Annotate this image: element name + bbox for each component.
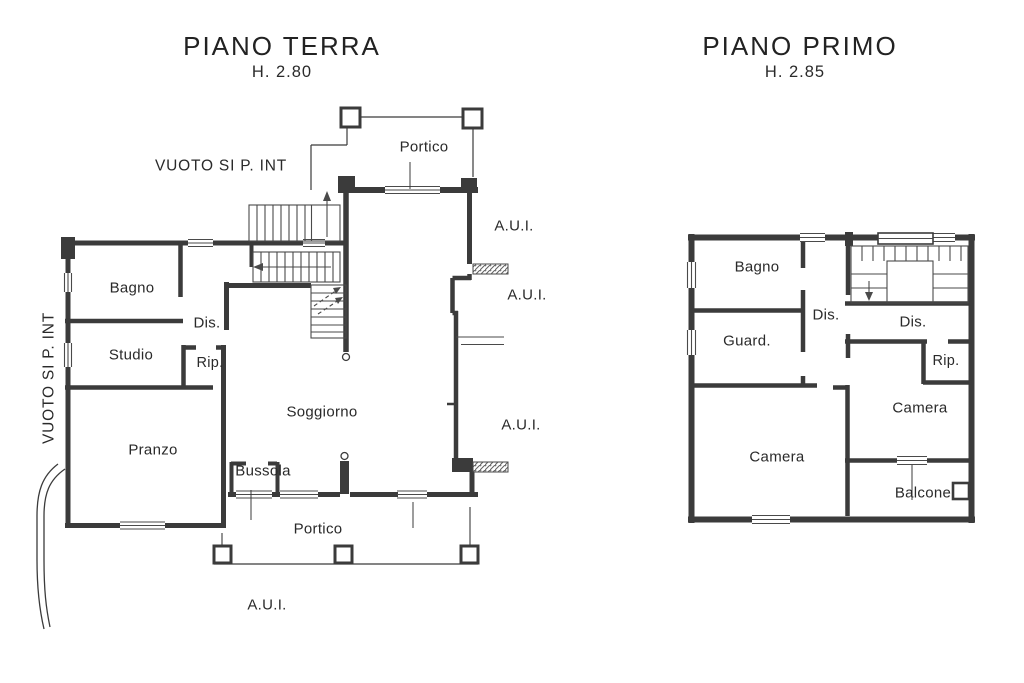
first-floor-title: PIANO PRIMO (702, 31, 898, 61)
ground-floor-aui-openings (456, 264, 508, 472)
room-label-soggiorno: Soggiorno (286, 403, 358, 421)
ground-floor-title: PIANO TERRA (183, 31, 381, 61)
ground-floor-portico-top (311, 108, 482, 190)
room-label-camera-right: Camera (892, 399, 948, 417)
room-label-balcone: Balcone (894, 484, 952, 502)
ground-floor-height-label: H. 2.80 (251, 62, 313, 81)
room-label-bagno-ff: Bagno (734, 258, 780, 276)
room-label-dis-right: Dis. (899, 313, 927, 331)
ground-floor-stairs (249, 191, 346, 338)
void-note-side: VUOTO SI P. INT (40, 311, 58, 445)
room-label-portico-bottom: Portico (293, 520, 343, 538)
room-label-rip-ff: Rip. (932, 352, 960, 369)
room-label-dis-left: Dis. (812, 306, 840, 324)
room-label-bagno-gf: Bagno (109, 279, 155, 297)
room-label-studio: Studio (108, 346, 154, 364)
first-floor-walls (688, 232, 975, 523)
aui-label-right-middle: A.U.I. (507, 286, 547, 304)
room-label-dis-gf: Dis. (193, 314, 221, 332)
room-label-rip-gf: Rip. (196, 354, 224, 371)
first-floor-height-label: H. 2.85 (764, 62, 826, 81)
first-floor-stairs (851, 246, 968, 303)
room-label-guard: Guard. (723, 332, 771, 350)
room-label-pranzo: Pranzo (128, 441, 178, 459)
first-floor-windows (688, 233, 956, 524)
aui-label-right-upper: A.U.I. (494, 217, 534, 235)
room-label-portico-top: Portico (399, 138, 449, 156)
aui-label-right-lower: A.U.I. (501, 416, 541, 434)
room-label-camera-left: Camera (749, 448, 805, 466)
void-note-top: VUOTO SI P. INT (154, 157, 288, 175)
room-label-bussola: Bussola (235, 462, 291, 480)
aui-label-bottom: A.U.I. (247, 596, 287, 614)
